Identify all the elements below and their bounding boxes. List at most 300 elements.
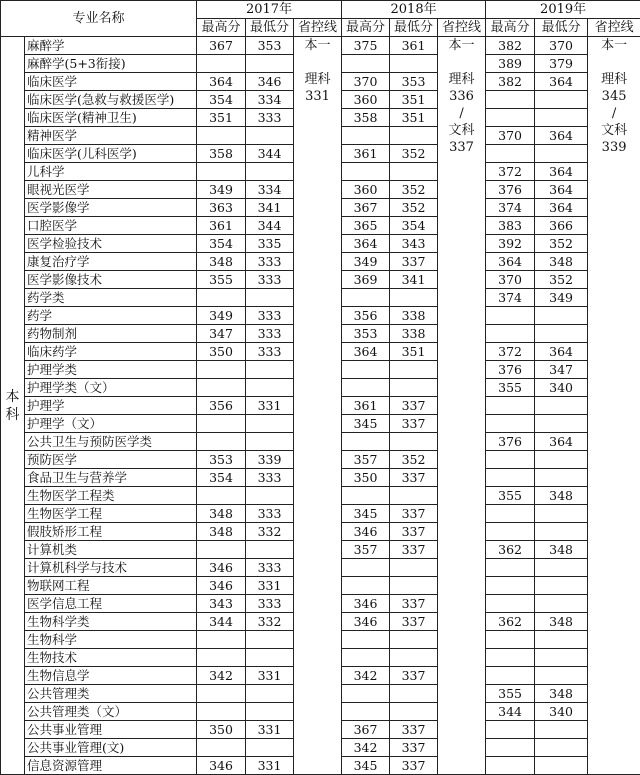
min-score-2019: 348: [535, 541, 588, 559]
max-score-2017: [197, 685, 246, 703]
min-score-2018: 361: [390, 37, 438, 55]
max-score-2018: 364: [342, 343, 390, 361]
min-score-2017: 331: [246, 397, 294, 415]
min-score-2018: 352: [390, 199, 438, 217]
min-score-2018: 352: [390, 145, 438, 163]
min-score-2017: [246, 289, 294, 307]
min-score-2019: 348: [535, 613, 588, 631]
min-score-2018: [390, 703, 438, 721]
min-score-2019: [535, 397, 588, 415]
control-line-text: 理科: [588, 71, 640, 88]
max-score-2019: [486, 469, 535, 487]
major-name-cell: 护理学类: [25, 361, 197, 379]
max-score-2018: 345: [342, 505, 390, 523]
min-score-2019: [535, 721, 588, 739]
min-score-2019: 379: [535, 55, 588, 73]
min-score-2017: 331: [246, 757, 294, 775]
major-name-cell: 食品卫生与营养学: [25, 469, 197, 487]
max-score-2017: [197, 487, 246, 505]
max-score-2019: [486, 307, 535, 325]
min-score-2019: [535, 595, 588, 613]
min-score-2018: 337: [390, 667, 438, 685]
max-score-2018: 370: [342, 73, 390, 91]
min-score-2019: 348: [535, 487, 588, 505]
min-score-2019: [535, 109, 588, 127]
min-score-2017: 332: [246, 523, 294, 541]
min-score-2019: [535, 667, 588, 685]
max-score-2018: 353: [342, 325, 390, 343]
min-score-2019: 364: [535, 433, 588, 451]
min-score-2019: [535, 559, 588, 577]
max-score-2019: [486, 109, 535, 127]
min-score-2019: [535, 631, 588, 649]
max-score-2019: [486, 451, 535, 469]
max-score-2018: 361: [342, 145, 390, 163]
max-score-2019: 374: [486, 199, 535, 217]
major-name-cell: 生物信息学: [25, 667, 197, 685]
max-score-2018: [342, 559, 390, 577]
max-score-2017: 348: [197, 253, 246, 271]
max-score-2018: 342: [342, 739, 390, 757]
min-score-2018: 337: [390, 541, 438, 559]
max-score-2017: [197, 55, 246, 73]
control-line-text: 理科: [438, 71, 485, 88]
major-name-cell: 生物技术: [25, 649, 197, 667]
major-name-cell: 精神医学: [25, 127, 197, 145]
major-name-cell: 麻醉学: [25, 37, 197, 55]
min-score-2018: 352: [390, 181, 438, 199]
min-score-2019: 364: [535, 127, 588, 145]
min-score-2019: [535, 325, 588, 343]
max-score-2017: [197, 541, 246, 559]
max-score-2017: 349: [197, 307, 246, 325]
max-score-2019: [486, 721, 535, 739]
control-line-header: 省控线: [438, 19, 486, 37]
max-score-2018: [342, 685, 390, 703]
min-score-2019: [535, 307, 588, 325]
major-name-cell: 眼视光医学: [25, 181, 197, 199]
max-score-2019: [486, 559, 535, 577]
min-score-2017: [246, 415, 294, 433]
major-name-cell: 临床医学(儿科医学): [25, 145, 197, 163]
min-score-2017: 353: [246, 37, 294, 55]
max-score-2017: [197, 649, 246, 667]
min-score-2019: [535, 469, 588, 487]
max-score-2017: 361: [197, 217, 246, 235]
max-score-2018: 345: [342, 415, 390, 433]
max-score-2017: 351: [197, 109, 246, 127]
max-score-2018: 360: [342, 91, 390, 109]
max-score-2018: [342, 577, 390, 595]
min-score-2018: [390, 163, 438, 181]
max-score-2019: [486, 415, 535, 433]
min-score-2018: 337: [390, 721, 438, 739]
control-line-header: 省控线: [588, 19, 640, 37]
min-score-2017: 333: [246, 253, 294, 271]
major-name-cell: 口腔医学: [25, 217, 197, 235]
year-header-2018: 2018年: [342, 1, 486, 19]
max-score-2018: 356: [342, 307, 390, 325]
max-score-2017: 344: [197, 613, 246, 631]
education-level-cell: 本科: [1, 37, 25, 775]
max-score-2019: [486, 523, 535, 541]
min-score-2018: 337: [390, 523, 438, 541]
max-score-2019: 389: [486, 55, 535, 73]
min-score-2018: [390, 127, 438, 145]
min-score-2019: 348: [535, 685, 588, 703]
min-score-2019: [535, 739, 588, 757]
min-score-2019: 370: [535, 37, 588, 55]
min-score-2018: 351: [390, 109, 438, 127]
max-score-2019: 362: [486, 541, 535, 559]
min-score-2019: 364: [535, 181, 588, 199]
max-score-2019: 374: [486, 289, 535, 307]
major-name-cell: 生物科学类: [25, 613, 197, 631]
major-name-cell: 医学影像技术: [25, 271, 197, 289]
major-name-cell: 临床医学(急救与救援医学): [25, 91, 197, 109]
min-score-2018: [390, 361, 438, 379]
max-score-2019: [486, 649, 535, 667]
table-row: [1, 37, 640, 55]
min-score-2019: 364: [535, 199, 588, 217]
min-score-2018: 351: [390, 343, 438, 361]
min-score-2018: 337: [390, 739, 438, 757]
max-score-2018: 358: [342, 109, 390, 127]
max-score-2018: [342, 127, 390, 145]
major-name-cell: 物联网工程: [25, 577, 197, 595]
max-score-2018: [342, 703, 390, 721]
max-score-2019: 364: [486, 253, 535, 271]
max-score-2018: [342, 289, 390, 307]
year-header-2017: 2017年: [197, 1, 342, 19]
min-score-2017: 341: [246, 199, 294, 217]
max-score-2017: 350: [197, 343, 246, 361]
max-score-2017: 346: [197, 757, 246, 775]
max-score-2017: [197, 379, 246, 397]
max-score-2018: 364: [342, 235, 390, 253]
min-score-2017: [246, 541, 294, 559]
min-score-2019: [535, 577, 588, 595]
max-score-2019: 355: [486, 685, 535, 703]
min-score-2017: [246, 433, 294, 451]
min-score-2017: 331: [246, 577, 294, 595]
max-score-2018: 346: [342, 523, 390, 541]
max-score-2017: [197, 163, 246, 181]
max-score-2018: 375: [342, 37, 390, 55]
major-name-header: 专业名称: [1, 1, 197, 37]
max-score-2017: 350: [197, 721, 246, 739]
major-name-cell: 医学检验技术: [25, 235, 197, 253]
min-score-2019: 364: [535, 73, 588, 91]
max-score-2018: [342, 361, 390, 379]
min-score-2019: [535, 523, 588, 541]
min-score-2017: 333: [246, 559, 294, 577]
major-name-cell: 生物科学: [25, 631, 197, 649]
major-name-cell: 康复治疗学: [25, 253, 197, 271]
major-name-cell: 儿科学: [25, 163, 197, 181]
max-score-2018: 342: [342, 667, 390, 685]
control-line-2018: [438, 37, 486, 775]
min-score-2017: [246, 703, 294, 721]
max-score-2017: 354: [197, 91, 246, 109]
min-score-2019: 364: [535, 163, 588, 181]
major-name-cell: 公共管理类（文）: [25, 703, 197, 721]
control-line-text: 345: [588, 88, 640, 105]
major-name-cell: 计算机类: [25, 541, 197, 559]
control-line-text: 331: [294, 88, 341, 105]
max-score-2017: 346: [197, 577, 246, 595]
max-score-2018: [342, 379, 390, 397]
min-score-2018: [390, 649, 438, 667]
year-header-2019: 2019年: [486, 1, 640, 19]
max-score-2019: 382: [486, 73, 535, 91]
major-name-cell: 公共事业管理: [25, 721, 197, 739]
min-score-2018: [390, 559, 438, 577]
min-score-2017: 333: [246, 271, 294, 289]
max-score-2019: 372: [486, 163, 535, 181]
min-score-2017: 335: [246, 235, 294, 253]
max-score-2019: [486, 739, 535, 757]
major-name-cell: 药物制剂: [25, 325, 197, 343]
max-score-2018: 369: [342, 271, 390, 289]
min-score-2018: 338: [390, 307, 438, 325]
max-score-2019: 392: [486, 235, 535, 253]
major-name-cell: 医学影像学: [25, 199, 197, 217]
major-name-cell: 生物医学工程类: [25, 487, 197, 505]
max-score-2017: 354: [197, 235, 246, 253]
max-score-header: 最高分: [342, 19, 390, 37]
min-score-2019: [535, 91, 588, 109]
max-score-2018: 367: [342, 721, 390, 739]
max-score-header: 最高分: [486, 19, 535, 37]
min-score-2018: 343: [390, 235, 438, 253]
min-score-2018: [390, 433, 438, 451]
control-line-text: 339: [588, 139, 640, 156]
max-score-2019: [486, 145, 535, 163]
min-score-2019: 340: [535, 379, 588, 397]
min-score-2019: 366: [535, 217, 588, 235]
major-name-cell: 临床医学: [25, 73, 197, 91]
max-score-2019: [486, 595, 535, 613]
min-score-2017: 333: [246, 325, 294, 343]
max-score-2018: 357: [342, 451, 390, 469]
major-name-cell: 医学信息工程: [25, 595, 197, 613]
max-score-2018: 367: [342, 199, 390, 217]
min-score-2017: [246, 361, 294, 379]
max-score-2018: [342, 649, 390, 667]
max-score-2018: 345: [342, 757, 390, 775]
min-score-2019: [535, 505, 588, 523]
min-score-2017: 333: [246, 469, 294, 487]
min-score-2019: 352: [535, 271, 588, 289]
max-score-2017: 353: [197, 451, 246, 469]
max-score-2017: [197, 631, 246, 649]
min-score-header: 最低分: [390, 19, 438, 37]
control-line-text: 336: [438, 88, 485, 105]
control-line-text: 本一: [438, 37, 485, 54]
major-name-cell: 信息资源管理: [25, 757, 197, 775]
min-score-2019: 364: [535, 343, 588, 361]
max-score-2018: 350: [342, 469, 390, 487]
min-score-2019: 349: [535, 289, 588, 307]
min-score-2019: [535, 649, 588, 667]
min-score-2018: 337: [390, 595, 438, 613]
min-score-2017: 334: [246, 181, 294, 199]
max-score-2017: 355: [197, 271, 246, 289]
max-score-2019: [486, 577, 535, 595]
control-line-text: 文科: [588, 122, 640, 139]
min-score-2017: [246, 379, 294, 397]
min-score-2019: [535, 757, 588, 775]
major-name-cell: 护理学（文）: [25, 415, 197, 433]
max-score-2017: [197, 433, 246, 451]
min-score-2018: [390, 487, 438, 505]
max-score-2017: 367: [197, 37, 246, 55]
max-score-2018: [342, 163, 390, 181]
max-score-2017: 348: [197, 523, 246, 541]
min-score-2019: [535, 451, 588, 469]
min-score-2018: 337: [390, 469, 438, 487]
min-score-2018: 337: [390, 253, 438, 271]
max-score-2019: 362: [486, 613, 535, 631]
min-score-2017: 333: [246, 505, 294, 523]
max-score-2019: 370: [486, 127, 535, 145]
major-name-cell: 药学类: [25, 289, 197, 307]
max-score-2017: [197, 361, 246, 379]
major-name-cell: 护理学: [25, 397, 197, 415]
min-score-2017: 344: [246, 145, 294, 163]
control-line-text: 理科: [294, 71, 341, 88]
max-score-2018: 361: [342, 397, 390, 415]
min-score-2017: 344: [246, 217, 294, 235]
control-line-text: 本一: [588, 37, 640, 54]
min-score-2017: 331: [246, 721, 294, 739]
max-score-2017: 347: [197, 325, 246, 343]
min-score-2018: 352: [390, 451, 438, 469]
max-score-2018: [342, 55, 390, 73]
min-score-2017: [246, 631, 294, 649]
max-score-2019: [486, 91, 535, 109]
max-score-2019: [486, 397, 535, 415]
control-line-text: 337: [438, 139, 485, 156]
max-score-2017: 343: [197, 595, 246, 613]
max-score-2017: 364: [197, 73, 246, 91]
max-score-2017: [197, 415, 246, 433]
min-score-2018: 354: [390, 217, 438, 235]
min-score-2019: 340: [535, 703, 588, 721]
major-name-cell: 假肢矫形工程: [25, 523, 197, 541]
min-score-2017: [246, 685, 294, 703]
max-score-2019: [486, 667, 535, 685]
min-score-2018: 337: [390, 415, 438, 433]
max-score-2018: [342, 433, 390, 451]
min-score-2017: 333: [246, 307, 294, 325]
max-score-2019: 344: [486, 703, 535, 721]
max-score-2017: 349: [197, 181, 246, 199]
min-score-2017: [246, 487, 294, 505]
major-name-cell: 计算机科学与技术: [25, 559, 197, 577]
min-score-2018: 353: [390, 73, 438, 91]
control-line-2019: [588, 37, 640, 775]
max-score-2017: 354: [197, 469, 246, 487]
max-score-2019: 376: [486, 433, 535, 451]
control-line-text: 文科: [438, 122, 485, 139]
max-score-2019: 372: [486, 343, 535, 361]
min-score-2017: [246, 55, 294, 73]
max-score-2017: 356: [197, 397, 246, 415]
min-score-2018: [390, 289, 438, 307]
max-score-2017: [197, 289, 246, 307]
max-score-2019: 382: [486, 37, 535, 55]
min-score-2019: 348: [535, 253, 588, 271]
major-name-cell: 护理学类（文）: [25, 379, 197, 397]
control-line-text: 本一: [294, 37, 341, 54]
max-score-2019: 376: [486, 181, 535, 199]
max-score-2017: [197, 703, 246, 721]
min-score-2017: [246, 163, 294, 181]
major-name-cell: 临床医学(精神卫生): [25, 109, 197, 127]
max-score-2019: 383: [486, 217, 535, 235]
min-score-2017: 333: [246, 595, 294, 613]
max-score-2017: 346: [197, 559, 246, 577]
max-score-2017: [197, 739, 246, 757]
max-score-2018: [342, 631, 390, 649]
min-score-2018: 341: [390, 271, 438, 289]
max-score-2019: 355: [486, 487, 535, 505]
min-score-2019: [535, 145, 588, 163]
min-score-2018: [390, 55, 438, 73]
min-score-2018: 338: [390, 325, 438, 343]
min-score-2018: 351: [390, 91, 438, 109]
max-score-2019: 376: [486, 361, 535, 379]
major-name-cell: 公共卫生与预防医学类: [25, 433, 197, 451]
max-score-header: 最高分: [197, 19, 246, 37]
max-score-2017: 342: [197, 667, 246, 685]
min-score-2018: 337: [390, 613, 438, 631]
min-score-2018: 337: [390, 505, 438, 523]
min-score-2019: [535, 415, 588, 433]
min-score-2018: [390, 577, 438, 595]
major-name-cell: 预防医学: [25, 451, 197, 469]
min-score-2018: 337: [390, 397, 438, 415]
max-score-2018: 346: [342, 595, 390, 613]
min-score-2018: [390, 631, 438, 649]
min-score-2017: 332: [246, 613, 294, 631]
max-score-2018: 357: [342, 541, 390, 559]
max-score-2019: [486, 325, 535, 343]
min-score-2018: [390, 379, 438, 397]
min-score-2017: 333: [246, 109, 294, 127]
control-line-text: /: [588, 105, 640, 122]
min-score-2017: [246, 127, 294, 145]
max-score-2017: 363: [197, 199, 246, 217]
max-score-2018: 349: [342, 253, 390, 271]
major-name-cell: 生物医学工程: [25, 505, 197, 523]
min-score-header: 最低分: [535, 19, 588, 37]
max-score-2019: [486, 757, 535, 775]
min-score-2017: 331: [246, 667, 294, 685]
min-score-2017: [246, 649, 294, 667]
min-score-2018: 337: [390, 757, 438, 775]
min-score-2019: 347: [535, 361, 588, 379]
min-score-2017: [246, 739, 294, 757]
min-score-2019: 352: [535, 235, 588, 253]
max-score-2019: 355: [486, 379, 535, 397]
max-score-2018: [342, 487, 390, 505]
min-score-2017: 339: [246, 451, 294, 469]
major-name-cell: 麻醉学(5+3衔接): [25, 55, 197, 73]
max-score-2017: 348: [197, 505, 246, 523]
